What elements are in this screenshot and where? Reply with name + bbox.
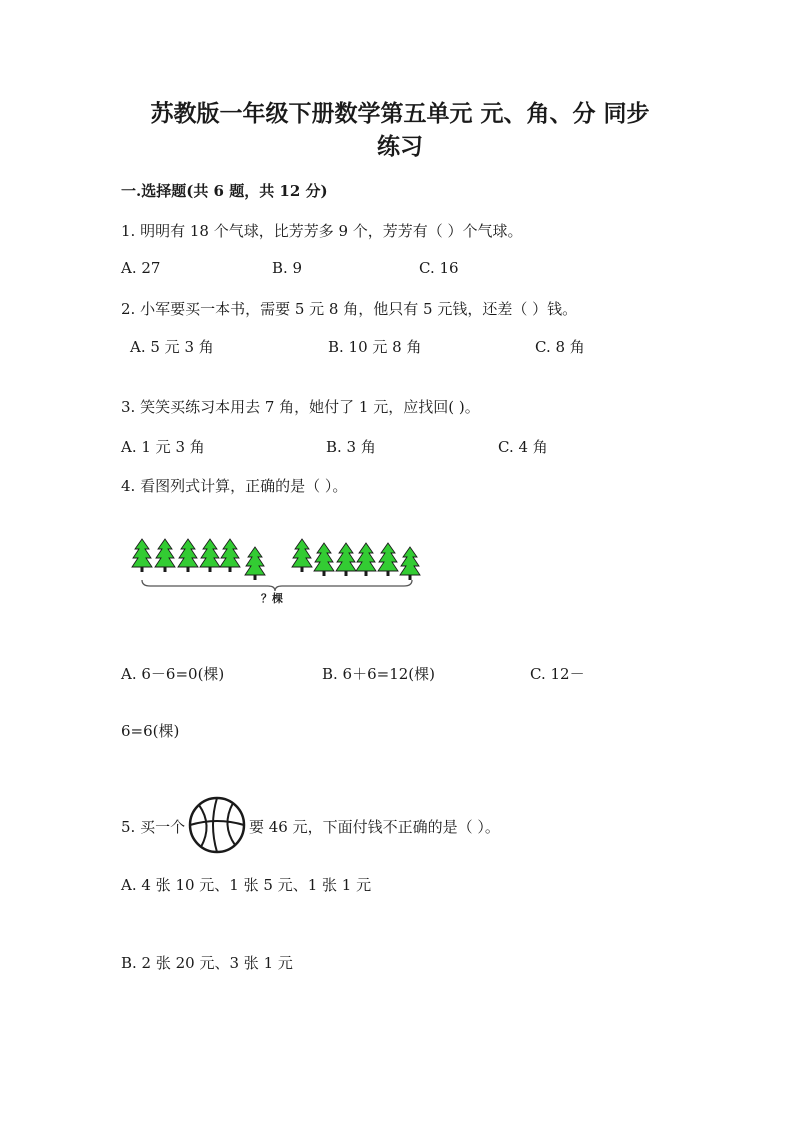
tree-icon [292,539,312,572]
tree-icon [220,539,240,572]
q1-option-a: A. 27 [121,259,161,277]
figure-label: ？棵 [261,592,283,605]
question-4: 4. 看图列式计算，正确的是（ ）。 [121,477,348,495]
question-2: 2. 小军要买一本书，需要 5 元 8 角，他只有 5 元钱，还差（ ）钱。 [121,300,578,318]
tree-group-left [132,539,265,580]
question-5-prefix: 5. 买一个 [121,818,186,836]
q2-option-b: B. 10 元 8 角 [328,338,422,356]
tree-icon [245,547,265,580]
q3-option-b: B. 3 角 [326,438,376,456]
section-heading: 一.选择题(共 6 题，共 12 分) [121,182,328,200]
basketball-icon [187,795,247,855]
tree-icon [200,539,220,572]
tree-icon [400,547,420,580]
tree-icon [356,543,376,576]
tree-icon [155,539,175,572]
q5-option-a: A. 4 张 10 元、1 张 5 元、1 张 1 元 [121,876,372,894]
question-5-suffix: 要 46 元，下面付钱不正确的是（ ）。 [249,818,500,836]
tree-icon [132,539,152,572]
q3-option-a: A. 1 元 3 角 [121,438,205,456]
q5-option-b: B. 2 张 20 元、3 张 1 元 [121,954,293,972]
q1-option-c: C. 16 [419,259,459,277]
q4-option-a: A. 6－6=0(棵) [121,665,225,683]
q4-option-b: B. 6＋6=12(棵) [322,665,436,683]
q2-option-c: C. 8 角 [535,338,585,356]
tree-icon [178,539,198,572]
tree-icon [314,543,334,576]
page-title-line1: 苏教版一年级下册数学第五单元 元、角、分 同步 [150,100,650,127]
q2-option-a: A. 5 元 3 角 [130,338,214,356]
q4-option-c: C. 12－ [530,665,585,683]
q1-option-b: B. 9 [272,259,303,277]
tree-icon [336,543,356,576]
tree-icon [378,543,398,576]
q3-option-c: C. 4 角 [498,438,548,456]
page-title-line2: 练习 [377,133,423,160]
question-3: 3. 笑笑买练习本用去 7 角，她付了 1 元，应找回( )。 [121,398,480,416]
question-1: 1. 明明有 18 个气球，比芳芳多 9 个，芳芳有（ ）个气球。 [121,222,523,240]
tree-group-right [292,539,420,580]
q4-option-c-continued: 6=6(棵) [121,722,180,740]
